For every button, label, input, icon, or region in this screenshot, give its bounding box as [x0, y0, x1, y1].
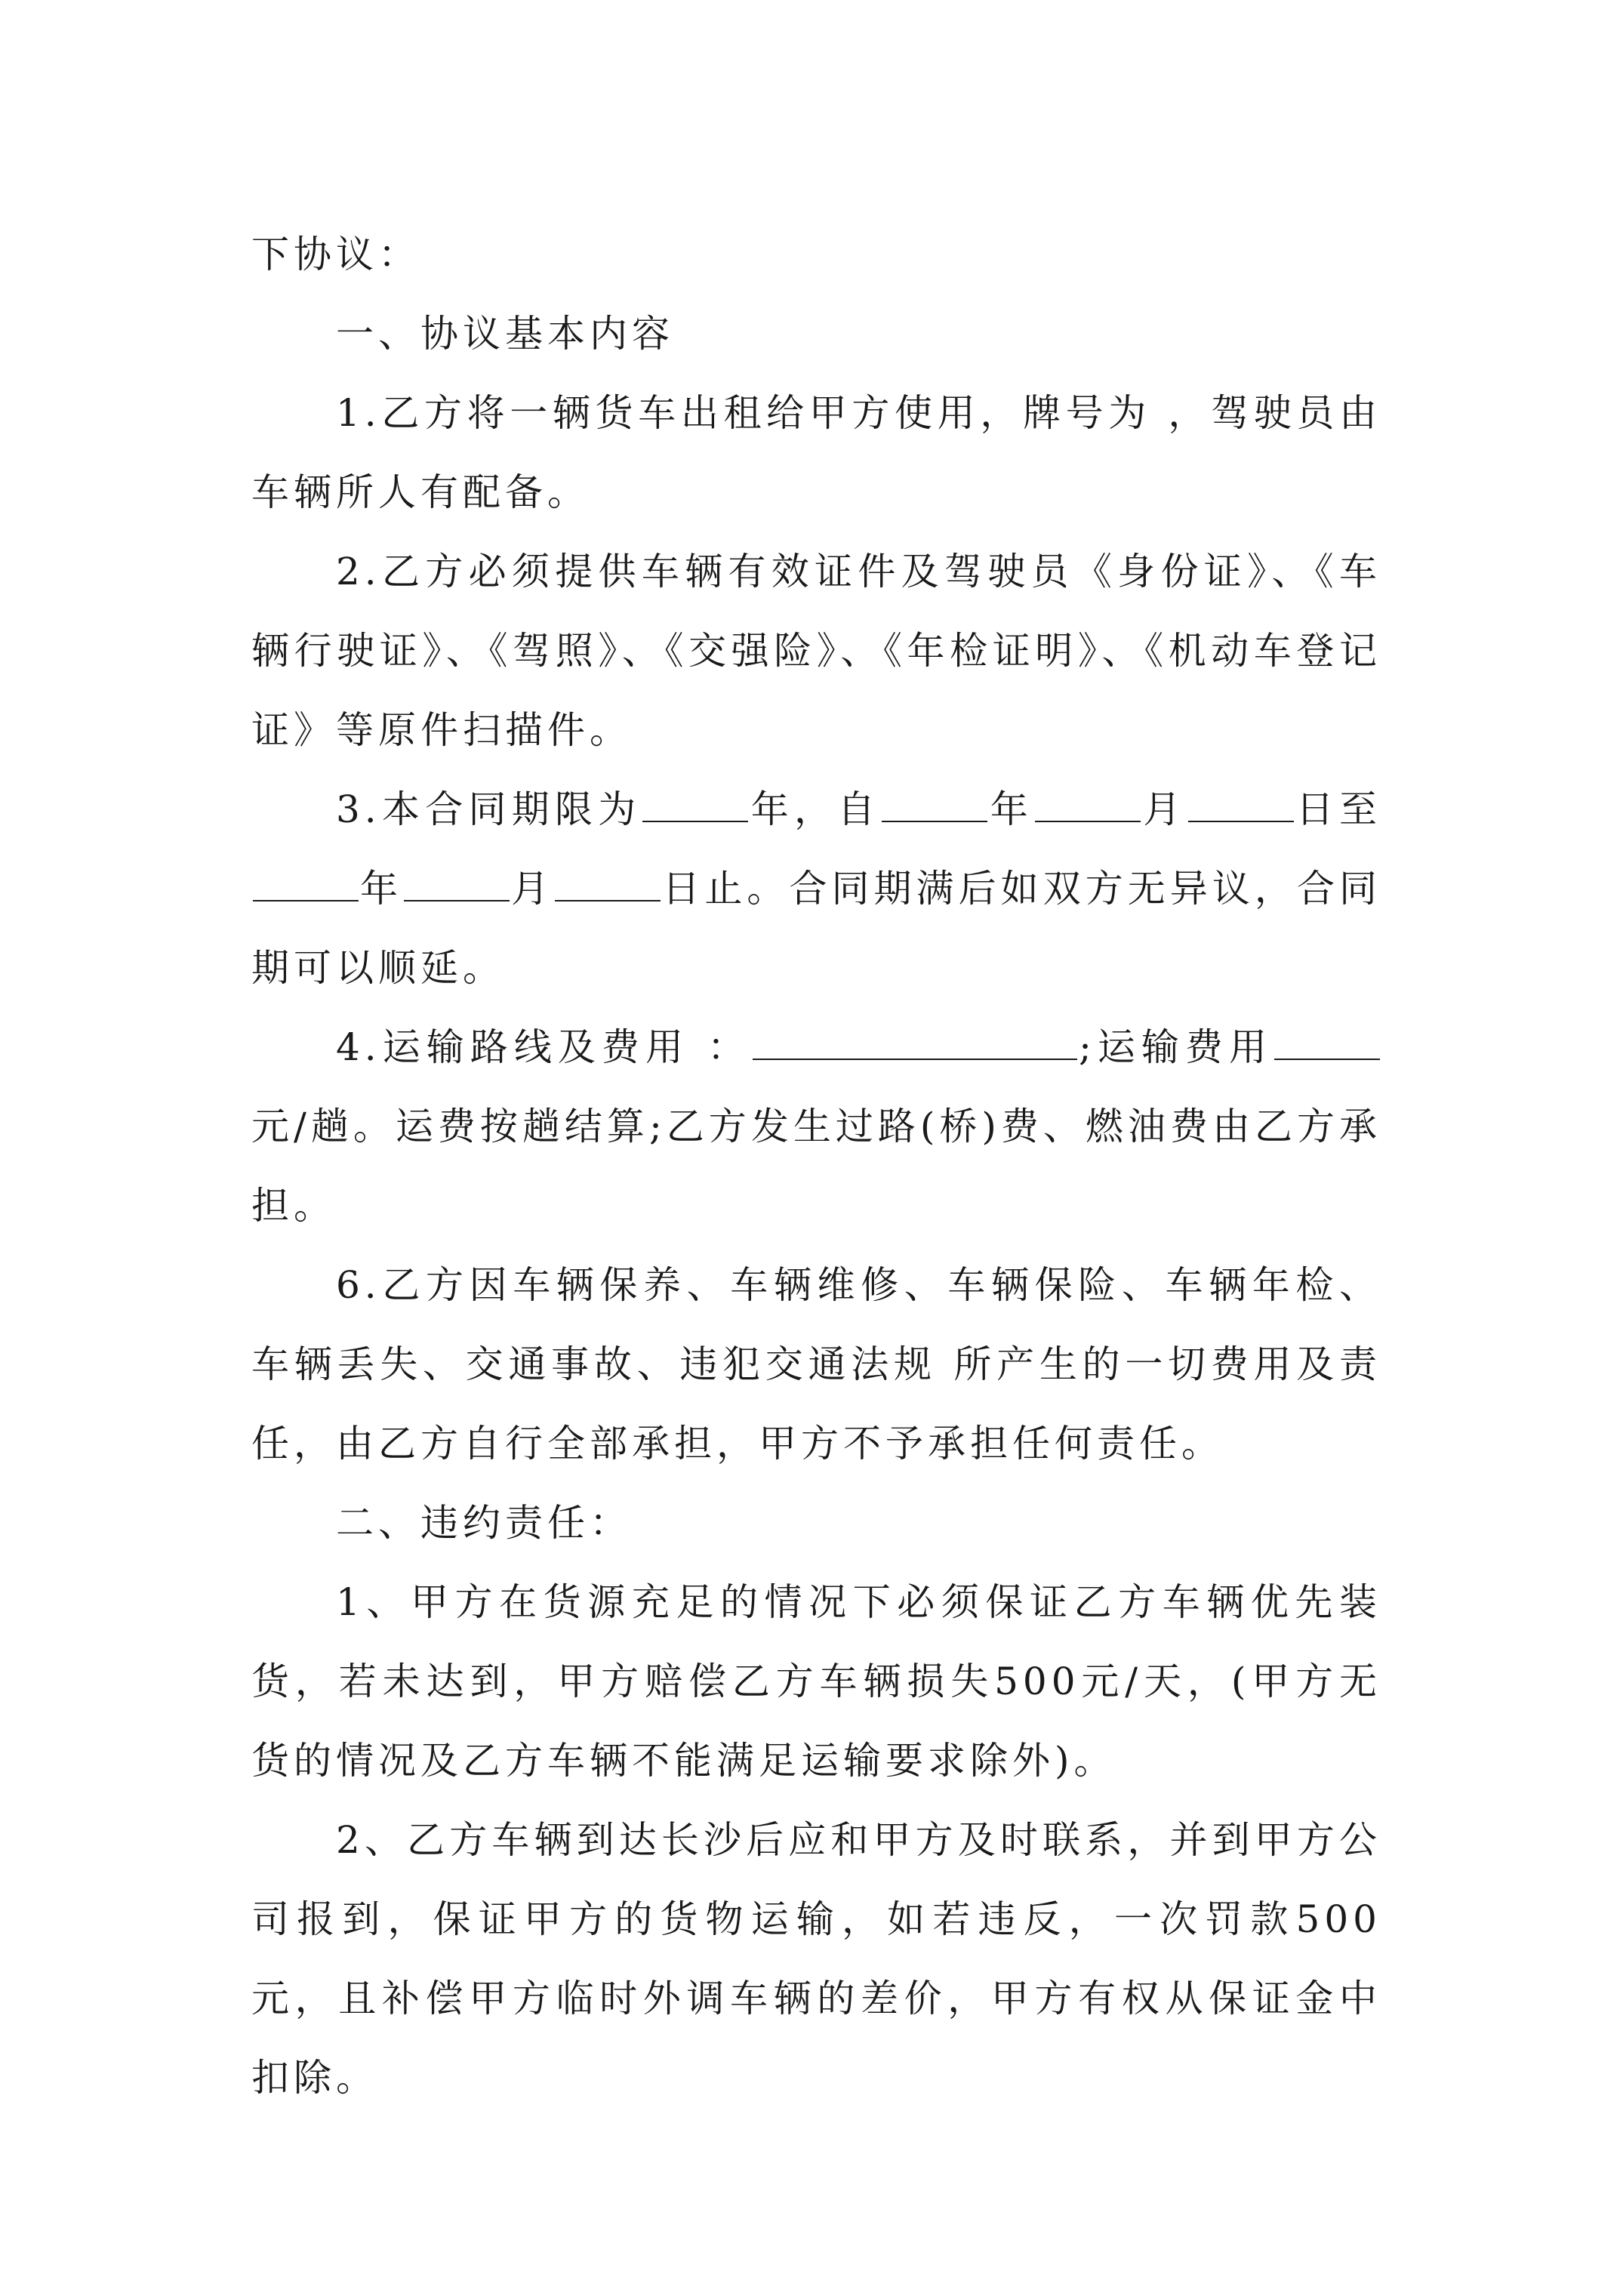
blank-term-years [642, 777, 748, 822]
blank-start-month [1035, 777, 1141, 822]
clause-item-6: 6.乙方因车辆保养、车辆维修、车辆保险、车辆年检、车辆丢失、交通事故、违犯交通法规 所产生的一切费用及责任，由乙方自行全部承担，甲方不予承担任何责任。 [251, 1263, 1381, 1465]
breach-item-2: 2、乙方车辆到达长沙后应和甲方及时联系，并到甲方公司报到，保证甲方的货物运输，如若违反，一次罚款500元，且补偿甲方临时外调车辆的差价，甲方有权从保证金中扣除。 [251, 1818, 1381, 2100]
blank-start-year [882, 777, 987, 822]
blank-end-month [404, 856, 510, 901]
clause-item-3-text: 年，自 [750, 787, 881, 831]
blank-fee [1274, 1015, 1380, 1060]
clause-item-4-text: ;运输费用 [1078, 1025, 1273, 1069]
blank-route [753, 1015, 1077, 1060]
clause-item-4 [251, 1008, 1381, 1246]
clause-item-3-text: 年 [360, 867, 403, 911]
clause-item-3 [251, 770, 1381, 1008]
clause-item-4-text: 4.运输路线及费用 ： [336, 1025, 751, 1069]
clause-item-4-text: 元/趟。运费按趟结算;乙方发生过路(桥)费、燃油费由乙方承担。 [251, 1105, 1381, 1228]
blank-start-day [1188, 777, 1294, 822]
section-heading-basic-content: 一、协议基本内容 [336, 312, 674, 356]
clause-item-3-text: 年 [989, 787, 1033, 831]
section-heading-breach: 二、违约责任： [336, 1501, 632, 1545]
clause-item-2: 2.乙方必须提供车辆有效证件及驾驶员《身份证》、《车辆行驶证》、《驾照》、《交强险》、《年检证明》、《机动车登记证》等原件扫描件。 [251, 550, 1381, 752]
clause-item-3-text: 月 [1142, 787, 1187, 831]
breach-item-1: 1、甲方在货源充足的情况下必须保证乙方车辆优先装货，若未达到，甲方赔偿乙方车辆损失500元/天，(甲方无货的情况及乙方车辆不能满足运输要求除外)。 [251, 1580, 1381, 1783]
clause-item-3-text: 日止。合同期满后如双方无异议，合同期可以顺延。 [251, 867, 1382, 990]
blank-end-day [555, 856, 661, 901]
blank-end-year [253, 856, 359, 901]
clause-item-1: 1.乙方将一辆货车出租给甲方使用，牌号为 ，驾驶员由车辆所人有配备。 [251, 391, 1381, 514]
clause-item-3-text: 3.本合同期限为 [336, 787, 642, 831]
clause-item-3-text: 日至 [1295, 787, 1382, 831]
document-body [251, 215, 1381, 2118]
clause-item-3-text: 月 [511, 867, 554, 911]
lead-text: 下协议： [251, 233, 420, 276]
